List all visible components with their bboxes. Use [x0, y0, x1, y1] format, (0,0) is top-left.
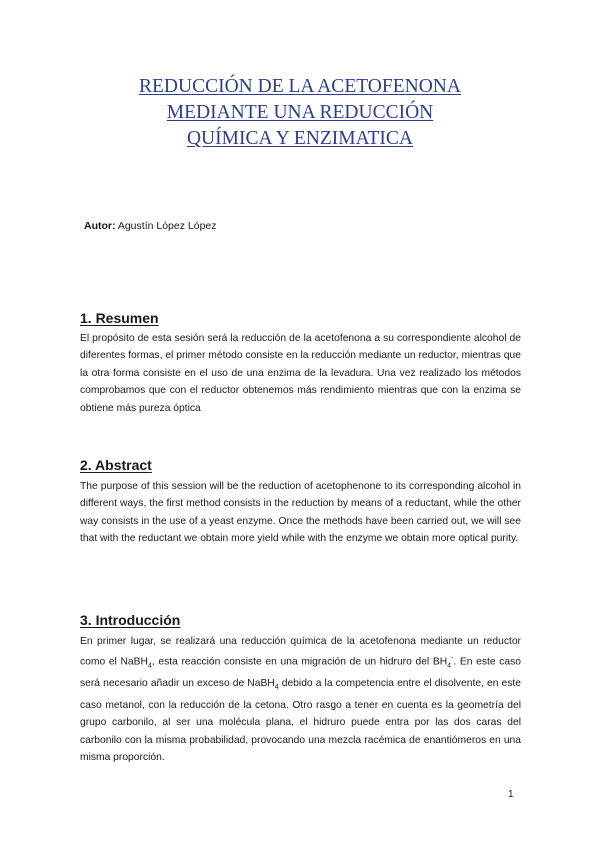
- author-name: Agustín López López: [117, 220, 217, 232]
- section-body-introduccion: [80, 633, 521, 766]
- title-line-2: MEDIANTE UNA REDUCCIÓN: [166, 102, 434, 123]
- intro-text-2: , esta reacción consiste en una migración de un hidruro del BH: [151, 656, 448, 668]
- section-heading-introduccion: 3. Introducción: [80, 612, 181, 628]
- author-line: [84, 220, 217, 232]
- author-label: Autor:: [84, 220, 116, 232]
- superscript-minus: -: [451, 655, 454, 663]
- subscript-4: 4: [274, 684, 279, 692]
- page-number: 1: [508, 789, 514, 800]
- subscript-4: 4: [447, 662, 452, 670]
- title-line-1: REDUCCIÓN DE LA ACETOFENONA: [139, 76, 461, 97]
- subscript-4: 4: [147, 662, 152, 670]
- section-heading-resumen: 1. Resumen: [80, 310, 159, 326]
- section-body-resumen: El propósito de esta sesión será la reducción de la acetofenona a su correspondiente alcohol de diferentes formas, el primer método consiste en la reducción mediante un reductor, mientras que la otra forma consiste en el uso de una enzima de la levadura. Una vez realizado los métodos comprobamos que con el reductor obtenemos más rendimiento mientras que con la enzima se obtiene más pureza óptica: [80, 333, 521, 414]
- section-body-abstract: The purpose of this session will be the reduction of acetophenone to its corresponding alcohol in different ways, the first method consists in the reduction by means of a reductant, while the other way consists in the use of a yeast enzyme. Once the methods have been carried out, we will see that with the reductant we obtain more yield while with the enzyme we obtain more optical purity.: [80, 481, 521, 545]
- intro-text-4: debido a la competencia entre el disolvente, en este caso metanol, con la reducción de la cetona. Otro rasgo a tener en cuenta es la geometría del grupo carbonilo, al ser una molécula plana, el hidruro puede entra por las dos caras del carbonilo con la misma probabilidad, provocando una mezcla racémica de enantiómeros en una misma proporción.: [80, 678, 521, 763]
- section-heading-abstract: 2. Abstract: [80, 457, 152, 473]
- document-title: [60, 74, 540, 152]
- intro-text-3: . En este caso será necesario añadir un exceso de NaBH: [80, 656, 521, 690]
- intro-text-1: En primer lugar, se realizará una reducción química de la acetofenona mediante un reductor como el NaBH: [80, 636, 521, 668]
- title-line-3: QUÍMICA Y ENZIMATICA: [186, 128, 414, 149]
